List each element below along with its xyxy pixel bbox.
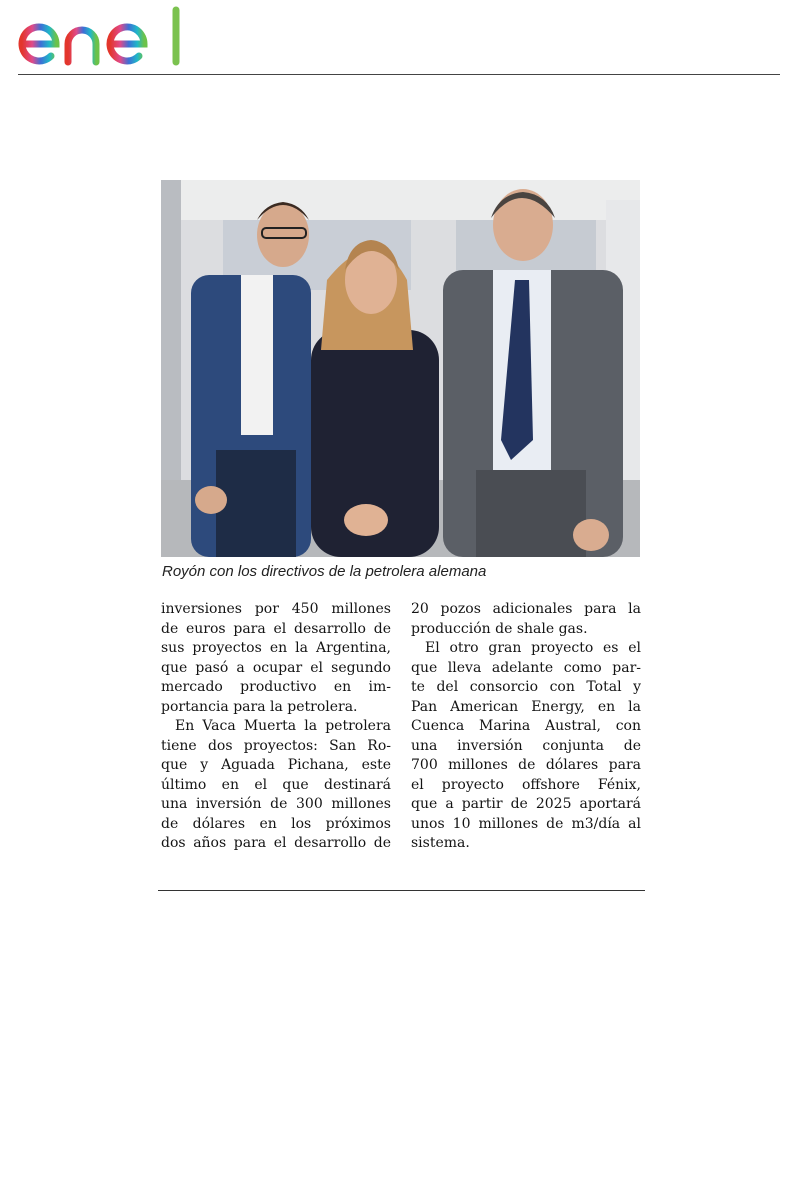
text-line: En Vaca Muerta la petrolera: [175, 718, 391, 734]
text-line: inversiones por 450 millones: [161, 601, 391, 617]
article-column-left: [161, 600, 391, 854]
text-line: sus proyectos en la Argentina,: [161, 640, 391, 656]
text-line: El otro gran proyecto es el: [425, 640, 641, 656]
text-line: Pan American Energy, en la: [411, 698, 641, 715]
enel-logo: [18, 4, 188, 68]
text-line: producción de shale gas.: [411, 620, 588, 637]
text-line: te del consorcio con Total y: [411, 679, 641, 695]
photo-caption: Royón con los directivos de la petrolera alemana: [162, 563, 487, 580]
text-line: último en el que destinará: [161, 776, 391, 793]
article-photo: [161, 180, 640, 557]
header-divider: [18, 74, 780, 75]
text-line: que a partir de 2025 aportará: [411, 796, 641, 812]
article-column-right: [411, 600, 641, 854]
text-line: tiene dos proyectos: San Ro-: [161, 737, 391, 754]
text-line: que y Aguada Pichana, este: [161, 757, 391, 773]
text-line: 20 pozos adicionales para la: [411, 601, 641, 617]
text-line: que pasó a ocupar el segundo: [161, 659, 391, 676]
text-line: dos años para el desarrollo de: [161, 835, 391, 851]
text-line: 700 millones de dólares para: [411, 757, 641, 773]
text-line: de euros para el desarrollo de: [161, 620, 391, 637]
text-line: Cuenca Marina Austral, con: [411, 718, 641, 734]
text-line: sistema.: [411, 835, 470, 851]
text-line: unos 10 millones de m3/día al: [411, 815, 641, 832]
text-line: que lleva adelante como par-: [411, 659, 641, 676]
text-line: mercado productivo en im-: [161, 679, 391, 695]
text-line: una inversión de 300 millones: [161, 796, 391, 812]
text-line: de dólares en los próximos: [161, 815, 391, 832]
text-line: portancia para la petrolera.: [161, 698, 358, 715]
article-bottom-divider: [158, 890, 645, 891]
text-line: el proyecto offshore Fénix,: [411, 776, 641, 793]
text-line: una inversión conjunta de: [411, 737, 641, 754]
